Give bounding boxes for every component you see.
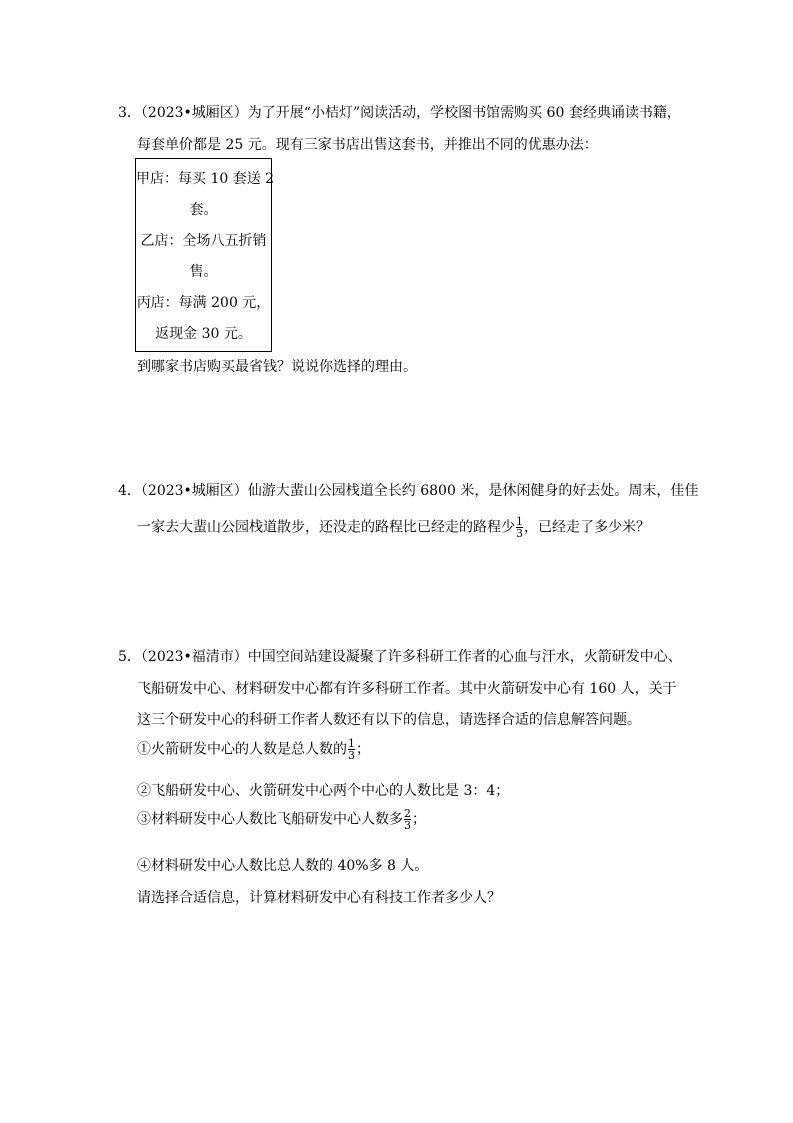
q5-line2: 飞船研发中心、材料研发中心都有许多科研工作者。其中火箭研发中心有 160 人，关于 — [137, 681, 677, 697]
box-line: 丙店：每满 200 元， — [136, 295, 271, 311]
numerator: 2 — [404, 807, 411, 820]
box-line: 乙店：全场八五折销 — [140, 233, 267, 249]
fraction — [516, 516, 523, 539]
fraction — [348, 738, 355, 761]
denominator: 3 — [516, 527, 523, 540]
info-text: ③材料研发中心人数比飞船研发中心人数多 — [137, 811, 403, 828]
q5-question: 请选择合适信息，计算材料研发中心有科技工作者多少人？ — [137, 890, 501, 906]
numerator: 1 — [516, 515, 523, 528]
box-line: 返现金 30 元。 — [155, 326, 252, 342]
info-text: ①火箭研发中心的人数是总人数的 — [137, 741, 347, 758]
q5-info2: ②飞船研发中心、火箭研发中心两个中心的人数比是 3：4； — [137, 783, 510, 799]
fraction — [404, 808, 411, 831]
denominator: 3 — [348, 749, 355, 762]
q4-line1: 4．（2023•城厢区）仙游大蜚山公园栈道全长约 6800 米，是休闲健身的好去处。周末，佳佳 — [118, 483, 699, 499]
info-text: ； — [412, 811, 426, 828]
q5-info3 — [137, 808, 426, 831]
q5-info1 — [137, 738, 370, 761]
q3-question: 到哪家书店购买最省钱？说说你选择的理由。 — [137, 359, 417, 375]
q5-line3: 这三个研发中心的科研工作者人数还有以下的信息，请选择合适的信息解答问题。 — [137, 712, 641, 728]
discount-box — [135, 158, 275, 352]
box-line: 售。 — [189, 264, 218, 280]
q4-line2 — [137, 516, 650, 539]
q5-line1: 5．（2023•福清市）中国空间站建设凝聚了许多科研工作者的心血与汗水，火箭研发中心、 — [118, 649, 682, 665]
q4-text: ，已经走了多少米？ — [524, 519, 650, 536]
box-line: 套。 — [189, 202, 218, 218]
q4-text: 一家去大蜚山公园栈道散步，还没走的路程比已经走的路程少 — [137, 519, 515, 536]
box-line: 甲店：每买 10 套送 2 — [136, 171, 275, 187]
numerator: 1 — [348, 737, 355, 750]
info-text: ； — [356, 741, 370, 758]
q3-line1: 3．（2023•城厢区）为了开展“小桔灯”阅读活动，学校图书馆需购买 60 套经典诵读书籍， — [118, 105, 681, 121]
q3-line2: 每套单价都是 25 元。现有三家书店出售这套书，并推出不同的优惠办法： — [137, 137, 598, 153]
denominator: 3 — [404, 819, 411, 832]
q5-info4: ④材料研发中心人数比总人数的 40%多 8 人。 — [137, 858, 429, 874]
